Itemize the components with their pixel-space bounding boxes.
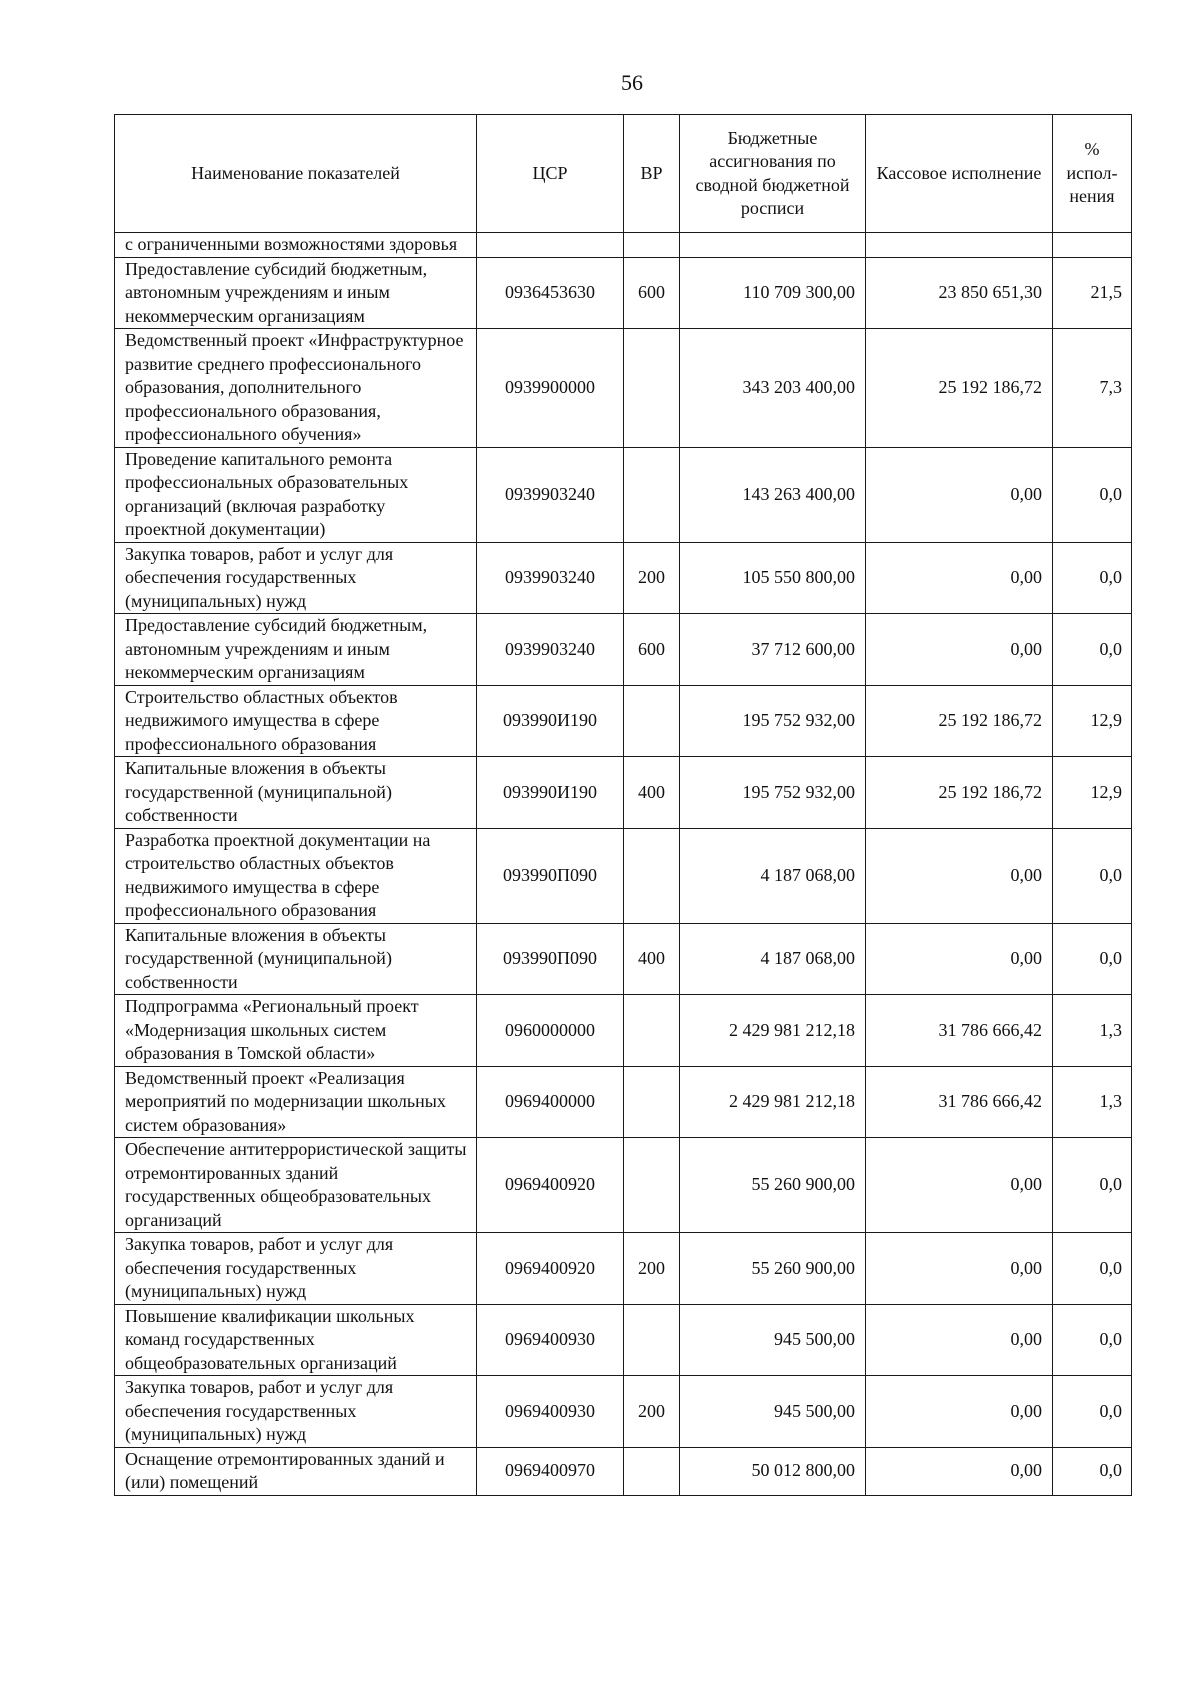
cell-name: Предоставление субсидий бюджетным, автономным учреждениям и иным некоммерческим организациям: [115, 614, 477, 686]
cell-name: Ведомственный проект «Инфраструктурное развитие среднего профессионального образования, дополнительного профессионального образования, профессионального обучения»: [115, 329, 477, 448]
cell-budget: 195 752 932,00: [680, 685, 866, 757]
cell-name: Подпрограмма «Региональный проект «Модернизация школьных систем образования в Томской области»: [115, 995, 477, 1067]
table-header-row: [115, 115, 1132, 233]
cell-vr: 400: [624, 757, 680, 829]
cell-name: Разработка проектной документации на строительство областных объектов недвижимого имущества в сфере профессионального образования: [115, 828, 477, 923]
cell-csr: 0969400920: [477, 1138, 624, 1233]
cell-budget: 2 429 981 212,18: [680, 1066, 866, 1138]
table-body: [115, 233, 1132, 1496]
table-row: [115, 329, 1132, 448]
cell-csr: 0936453630: [477, 257, 624, 329]
cell-csr: 0939900000: [477, 329, 624, 448]
table-row: [115, 685, 1132, 757]
cell-pct: 1,3: [1053, 1066, 1132, 1138]
cell-csr: 0969400930: [477, 1304, 624, 1376]
table-row: [115, 1376, 1132, 1448]
cell-budget: 143 263 400,00: [680, 447, 866, 542]
table-row: [115, 1233, 1132, 1305]
cell-pct: 0,0: [1053, 1233, 1132, 1305]
cell-budget: 343 203 400,00: [680, 329, 866, 448]
cell-cash: 0,00: [866, 1376, 1053, 1448]
cell-budget: 4 187 068,00: [680, 828, 866, 923]
table-row: [115, 1304, 1132, 1376]
cell-cash: 0,00: [866, 542, 1053, 614]
cell-vr: [624, 1447, 680, 1495]
header-name: Наименование показателей: [115, 115, 477, 233]
table-row: [115, 614, 1132, 686]
header-cash: Кассовое исполнение: [866, 115, 1053, 233]
cell-vr: [624, 233, 680, 258]
cell-vr: 200: [624, 1233, 680, 1305]
table-row: [115, 542, 1132, 614]
cell-pct: 0,0: [1053, 1138, 1132, 1233]
cell-name: Капитальные вложения в объекты государственной (муниципальной) собственности: [115, 923, 477, 995]
cell-pct: 12,9: [1053, 757, 1132, 829]
cell-vr: [624, 1304, 680, 1376]
cell-vr: [624, 828, 680, 923]
cell-vr: [624, 995, 680, 1067]
cell-name: с ограниченными возможностями здоровья: [115, 233, 477, 258]
cell-budget: 55 260 900,00: [680, 1233, 866, 1305]
cell-cash: 0,00: [866, 1304, 1053, 1376]
cell-pct: [1053, 233, 1132, 258]
cell-budget: 55 260 900,00: [680, 1138, 866, 1233]
cell-pct: 1,3: [1053, 995, 1132, 1067]
cell-pct: 0,0: [1053, 542, 1132, 614]
cell-cash: 0,00: [866, 1447, 1053, 1495]
cell-csr: 0939903240: [477, 447, 624, 542]
cell-cash: 23 850 651,30: [866, 257, 1053, 329]
cell-cash: [866, 233, 1053, 258]
cell-pct: 7,3: [1053, 329, 1132, 448]
cell-budget: 195 752 932,00: [680, 757, 866, 829]
table-row: [115, 257, 1132, 329]
table-row: [115, 828, 1132, 923]
cell-vr: [624, 1066, 680, 1138]
table-row: [115, 1447, 1132, 1495]
cell-csr: 093990П090: [477, 828, 624, 923]
header-budget: Бюджетные ассигнования по сводной бюджетной росписи: [680, 115, 866, 233]
cell-vr: 200: [624, 1376, 680, 1448]
cell-budget: 37 712 600,00: [680, 614, 866, 686]
header-csr: ЦСР: [477, 115, 624, 233]
cell-vr: [624, 447, 680, 542]
table-row: [115, 995, 1132, 1067]
cell-budget: 50 012 800,00: [680, 1447, 866, 1495]
cell-pct: 0,0: [1053, 614, 1132, 686]
table-row: [115, 1066, 1132, 1138]
cell-pct: 21,5: [1053, 257, 1132, 329]
cell-vr: [624, 1138, 680, 1233]
cell-name: Закупка товаров, работ и услуг для обеспечения государственных (муниципальных) нужд: [115, 542, 477, 614]
cell-vr: [624, 685, 680, 757]
cell-csr: 093990И190: [477, 685, 624, 757]
cell-pct: 0,0: [1053, 1376, 1132, 1448]
cell-budget: 105 550 800,00: [680, 542, 866, 614]
cell-name: Закупка товаров, работ и услуг для обеспечения государственных (муниципальных) нужд: [115, 1376, 477, 1448]
header-pct: % испол-нения: [1053, 115, 1132, 233]
table-row: [115, 1138, 1132, 1233]
cell-csr: 0969400930: [477, 1376, 624, 1448]
cell-cash: 31 786 666,42: [866, 995, 1053, 1067]
cell-csr: 093990И190: [477, 757, 624, 829]
cell-cash: 25 192 186,72: [866, 685, 1053, 757]
cell-name: Проведение капитального ремонта профессиональных образовательных организаций (включая разработку проектной документации): [115, 447, 477, 542]
cell-name: Капитальные вложения в объекты государственной (муниципальной) собственности: [115, 757, 477, 829]
cell-vr: [624, 329, 680, 448]
cell-budget: 4 187 068,00: [680, 923, 866, 995]
table-row: [115, 447, 1132, 542]
table-row: [115, 923, 1132, 995]
cell-csr: 0969400970: [477, 1447, 624, 1495]
cell-cash: 0,00: [866, 923, 1053, 995]
cell-vr: 200: [624, 542, 680, 614]
cell-name: Предоставление субсидий бюджетным, автономным учреждениям и иным некоммерческим организациям: [115, 257, 477, 329]
cell-cash: 0,00: [866, 1138, 1053, 1233]
cell-pct: 0,0: [1053, 1304, 1132, 1376]
cell-vr: 600: [624, 257, 680, 329]
cell-budget: 110 709 300,00: [680, 257, 866, 329]
cell-pct: 0,0: [1053, 828, 1132, 923]
cell-csr: 0939903240: [477, 614, 624, 686]
cell-cash: 0,00: [866, 1233, 1053, 1305]
cell-cash: 0,00: [866, 614, 1053, 686]
cell-pct: 0,0: [1053, 1447, 1132, 1495]
cell-name: Строительство областных объектов недвижимого имущества в сфере профессионального образования: [115, 685, 477, 757]
cell-budget: 945 500,00: [680, 1376, 866, 1448]
cell-name: Закупка товаров, работ и услуг для обеспечения государственных (муниципальных) нужд: [115, 1233, 477, 1305]
cell-csr: 0969400000: [477, 1066, 624, 1138]
cell-cash: 31 786 666,42: [866, 1066, 1053, 1138]
cell-name: Повышение квалификации школьных команд государственных общеобразовательных организаций: [115, 1304, 477, 1376]
cell-csr: 0939903240: [477, 542, 624, 614]
header-vr: ВР: [624, 115, 680, 233]
cell-budget: 2 429 981 212,18: [680, 995, 866, 1067]
cell-name: Оснащение отремонтированных зданий и (или) помещений: [115, 1447, 477, 1495]
cell-pct: 0,0: [1053, 447, 1132, 542]
cell-budget: [680, 233, 866, 258]
table-row: [115, 233, 1132, 258]
cell-pct: 12,9: [1053, 685, 1132, 757]
cell-csr: 0960000000: [477, 995, 624, 1067]
cell-cash: 0,00: [866, 447, 1053, 542]
cell-name: Обеспечение антитеррористической защиты отремонтированных зданий государственных общеобразовательных организаций: [115, 1138, 477, 1233]
cell-budget: 945 500,00: [680, 1304, 866, 1376]
cell-vr: 400: [624, 923, 680, 995]
cell-cash: 25 192 186,72: [866, 329, 1053, 448]
cell-cash: 25 192 186,72: [866, 757, 1053, 829]
cell-csr: [477, 233, 624, 258]
cell-vr: 600: [624, 614, 680, 686]
cell-csr: 0969400920: [477, 1233, 624, 1305]
cell-pct: 0,0: [1053, 923, 1132, 995]
table-row: [115, 757, 1132, 829]
budget-table: [114, 114, 1132, 1496]
page-number: 56: [621, 70, 643, 95]
cell-csr: 093990П090: [477, 923, 624, 995]
cell-name: Ведомственный проект «Реализация мероприятий по модернизации школьных систем образования»: [115, 1066, 477, 1138]
cell-cash: 0,00: [866, 828, 1053, 923]
